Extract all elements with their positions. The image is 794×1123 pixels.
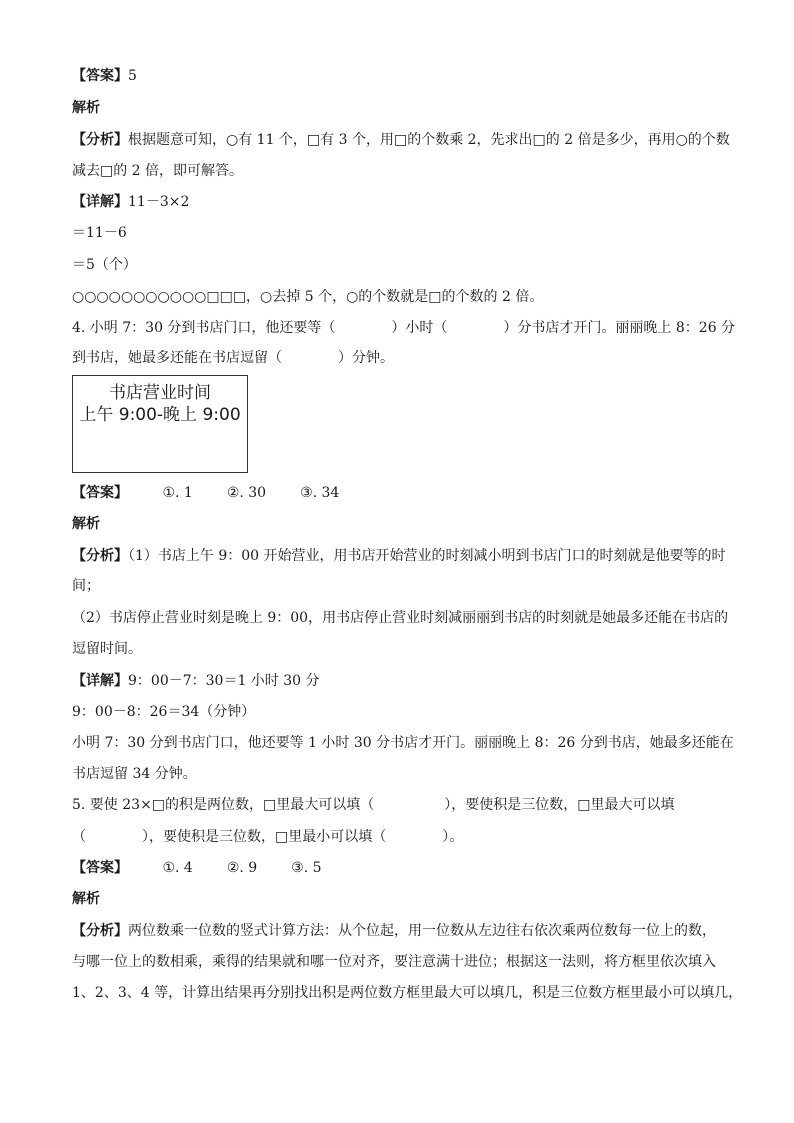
question-4: 4. 小明 7：30 分到书店门口，他还要等（ ）小时（ ）分书店才开门。丽丽晚上 8：26 分 xyxy=(72,320,736,336)
answer-5-part-3: ③. 5 xyxy=(291,860,322,876)
detail-step-2: ＝5（个） xyxy=(72,257,137,273)
detail-4-line-3: 小明 7：30 分到书店门口，他还要等 1 小时 30 分书店才开门。丽丽晚上 8：26 分到书店，她最多还能在 xyxy=(72,735,734,751)
question-4-line-2: 到书店，她最多还能在书店逗留（ ）分钟。 xyxy=(72,350,394,366)
analysis-line-2: 减去□的 2 倍，即可解答。 xyxy=(72,163,244,179)
answer-4-part-3: ③. 34 xyxy=(300,485,340,501)
answer-5-part-2: ②. 9 xyxy=(226,860,258,876)
analysis-heading: 解析 xyxy=(72,100,100,116)
answer-4: 【答案】 ①. 1 ②. 30 ③. 34 xyxy=(72,485,340,501)
business-hours-box xyxy=(72,375,248,473)
analysis-4-heading: 解析 xyxy=(72,516,100,532)
answer-4-part-1: ①. 1 xyxy=(162,485,193,501)
analysis-4-line-2: 间； xyxy=(72,578,100,594)
business-hours-title: 书店营业时间 xyxy=(109,383,211,403)
analysis-5-line-3: 1、2、3、4 等，计算出结果再分别找出积是两位数方框里最大可以填几，积是三位数方框里最小可以填几， xyxy=(72,985,743,1001)
answer-line xyxy=(72,66,137,86)
detail-conclusion: ○○○○○○○○○○○□□□，○去掉 5 个，○的个数就是□的个数的 2 倍。 xyxy=(72,289,544,305)
analysis-4-line-4: 逗留时间。 xyxy=(72,641,142,657)
question-5-line-2: （ ），要使积是三位数，□里最小可以填（ ）。 xyxy=(72,829,464,845)
detail-4-line-1: 【详解】9：00－7：30＝1 小时 30 分 xyxy=(72,673,320,689)
answer-value: 5 xyxy=(128,68,137,84)
answer-4-part-2: ②. 30 xyxy=(226,485,267,501)
detail-line: 【详解】11－3×2 xyxy=(72,194,190,210)
detail-step-1: ＝11－6 xyxy=(72,225,127,241)
detail-4-line-2: 9：00－8：26＝34（分钟） xyxy=(72,704,256,720)
analysis-5-line-2: 与哪一位上的数相乘，乘得的结果就和哪一位对齐，要注意满十进位；根据这一法则，将方框里依次填入 xyxy=(72,954,716,970)
analysis-5-line-1: 【分析】两位数乘一位数的竖式计算方法：从个位起，用一位数从左边往右依次乘两位数每一位上的数， xyxy=(72,923,716,939)
analysis-line: 【分析】根据题意可知，○有 11 个，□有 3 个，用□的个数乘 2，先求出□的 2 倍是多少，再用○的个数 xyxy=(72,132,730,148)
analysis-4-line-1: 【分析】（1）书店上午 9：00 开始营业，用书店开始营业的时刻减小明到书店门口的时刻就是他要等的时 xyxy=(72,548,726,564)
answer-5: 【答案】 ①. 4 ②. 9 ③. 5 xyxy=(72,860,322,876)
answer-tag: 【答案】 xyxy=(72,68,128,84)
analysis-4-line-3: （2）书店停止营业时刻是晚上 9：00，用书店停止营业时刻减丽丽到书店的时刻就是她最多还能在书店的 xyxy=(72,610,729,626)
question-5: 5. 要使 23×□的积是两位数，□里最大可以填（ ），要使积是三位数，□里最大可以填 xyxy=(72,797,675,813)
analysis-5-heading: 解析 xyxy=(72,891,100,907)
detail-4-line-4: 书店逗留 34 分钟。 xyxy=(72,766,197,782)
answer-5-part-1: ①. 4 xyxy=(162,860,193,876)
business-hours-value: 上午 9:00-晚上 9:00 xyxy=(79,405,241,425)
